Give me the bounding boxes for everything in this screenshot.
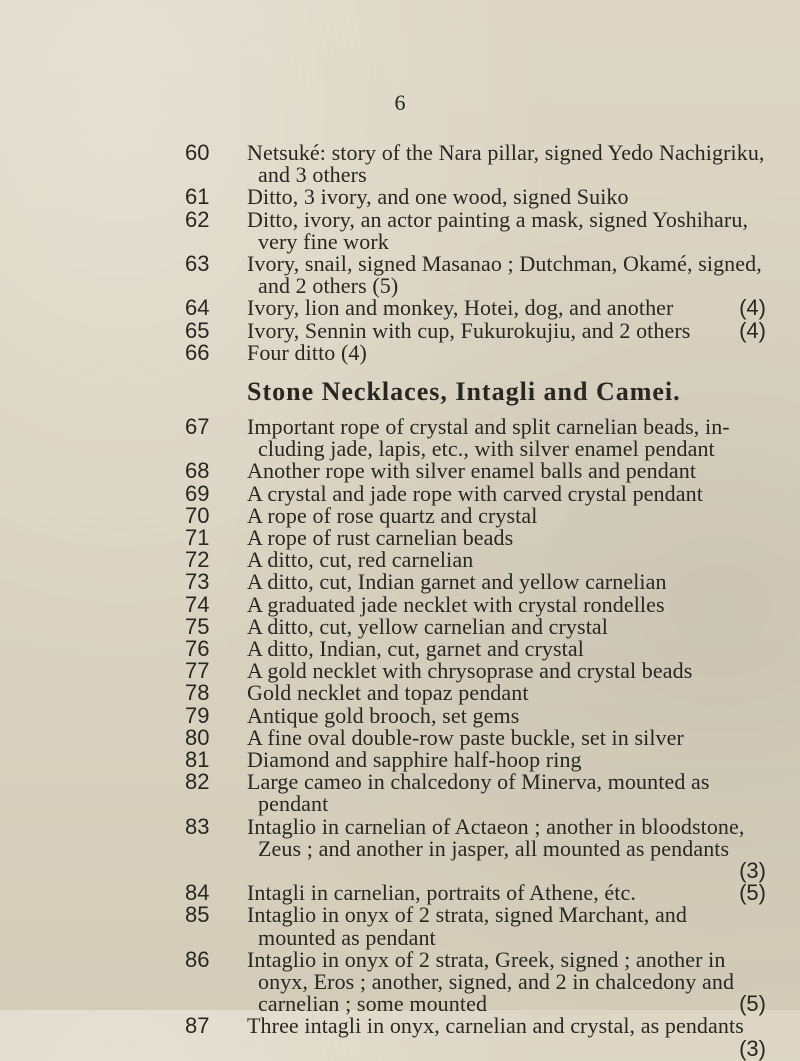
lot-number: 80 — [185, 724, 210, 750]
lot-description-line: Ivory, lion and monkey, Hotei, dog, and another — [247, 295, 674, 321]
lot-description-line: Large cameo in chalcedony of Minerva, mounted as — [247, 769, 710, 795]
lot-quantity: (4) — [739, 317, 766, 343]
lot-quantity: (3) — [739, 858, 766, 883]
lot-number: 78 — [185, 680, 210, 706]
lot-description-line: Four ditto (4) — [247, 339, 367, 365]
lot-description-line: Another rope with silver enamel balls and pendant — [247, 458, 697, 484]
lot-description-line: cluding jade, lapis, etc., with silver enamel pendant — [258, 436, 715, 462]
section-heading: Stone Necklaces, Intagli and Camei. — [247, 377, 681, 406]
lot-description-line: A fine oval double-row paste buckle, set in silver — [247, 724, 684, 750]
lot-number: 82 — [185, 769, 210, 795]
lot-quantity: (3) — [739, 1035, 766, 1061]
lot-description-line: Ivory, snail, signed Masanao ; Dutchman, Okamé, signed, — [247, 251, 762, 276]
lot-description-line: Netsuké: story of the Nara pillar, signed Yedo Nachigriku, — [247, 140, 765, 165]
lot-description-line: A rope of rose quartz and crystal — [247, 502, 538, 528]
lot-number: 86 — [185, 946, 210, 972]
lot-description-line: Important rope of crystal and split carnelian beads, in- — [247, 414, 730, 439]
lot-number: 64 — [185, 295, 210, 321]
lot-number: 70 — [185, 502, 210, 528]
lot-description-line: A gold necklet with chrysoprase and crystal beads — [247, 658, 693, 684]
lot-number: 61 — [185, 184, 210, 210]
lot-number: 84 — [185, 880, 210, 906]
lot-number: 62 — [185, 206, 210, 232]
lot-description-line: A ditto, cut, Indian garnet and yellow carnelian — [247, 569, 667, 595]
lot-number: 75 — [185, 613, 210, 639]
lot-number: 74 — [185, 591, 210, 617]
lot-description-line: Ditto, 3 ivory, and one wood, signed Suiko — [247, 184, 629, 210]
lot-description-line: Antique gold brooch, set gems — [247, 702, 520, 728]
lot-number: 77 — [185, 658, 210, 684]
lot-description-line: Diamond and sapphire half-hoop ring — [247, 747, 582, 772]
lot-description-line: mounted as pendant — [258, 924, 436, 950]
lot-number: 83 — [185, 813, 210, 839]
lot-description-line: Zeus ; and another in jasper, all mounted as pendants — [258, 835, 730, 861]
lot-number: 63 — [185, 251, 210, 276]
lot-description-line: Gold necklet and topaz pendant — [247, 680, 529, 706]
page-number: 6 — [394, 90, 406, 115]
lot-number: 69 — [185, 480, 210, 506]
lot-quantity: (4) — [739, 295, 766, 321]
lot-number: 68 — [185, 458, 210, 484]
lot-description-line: A rope of rust carnelian beads — [247, 525, 514, 550]
lot-description-line: Three intagli in onyx, carnelian and crystal, as pendants — [247, 1013, 744, 1039]
lot-number: 85 — [185, 902, 210, 928]
lot-description-line: Intagli in carnelian, portraits of Athene, étc. — [247, 880, 636, 906]
lot-number: 66 — [185, 339, 210, 365]
lot-description-line: Intaglio in onyx of 2 strata, Greek, signed ; another in — [247, 946, 726, 972]
lot-description-line: Ditto, ivory, an actor painting a mask, signed Yoshiharu, — [247, 206, 749, 232]
lot-description-line: and 3 others — [258, 162, 367, 188]
lot-number: 87 — [185, 1013, 210, 1039]
lot-quantity: (5) — [739, 991, 766, 1017]
lot-number: 72 — [185, 547, 210, 573]
lot-description-line: Ivory, Sennin with cup, Fukurokujiu, and 2 others — [247, 317, 691, 343]
lot-number: 65 — [185, 317, 210, 343]
lot-description-line: Intaglio in carnelian of Actaeon ; another in bloodstone, — [247, 813, 745, 839]
lot-description-line: A ditto, cut, red carnelian — [247, 547, 474, 573]
lot-number: 81 — [185, 747, 210, 772]
lot-description-line: pendant — [258, 791, 329, 817]
lot-number: 73 — [185, 569, 210, 595]
lot-description-line: Intaglio in onyx of 2 strata, signed Marchant, and — [247, 902, 688, 928]
lot-description-line: A crystal and jade rope with carved crystal pendant — [247, 480, 703, 506]
lot-quantity: (5) — [739, 880, 766, 906]
lot-number: 60 — [185, 140, 210, 165]
lot-description-line: carnelian ; some mounted — [258, 991, 488, 1017]
lot-number: 79 — [185, 702, 210, 728]
lot-description-line: and 2 others (5) — [258, 273, 399, 299]
lot-description-line: A ditto, Indian, cut, garnet and crystal — [247, 636, 584, 661]
lot-number: 76 — [185, 636, 210, 661]
lot-description-line: A ditto, cut, yellow carnelian and crystal — [247, 613, 608, 639]
lot-number: 67 — [185, 414, 210, 439]
lot-description-line: onyx, Eros ; another, signed, and 2 in chalcedony and — [258, 969, 735, 994]
lot-description-line: very fine work — [258, 228, 389, 254]
lot-number: 71 — [185, 525, 210, 550]
lot-description-line: A graduated jade necklet with crystal rondelles — [247, 591, 665, 617]
